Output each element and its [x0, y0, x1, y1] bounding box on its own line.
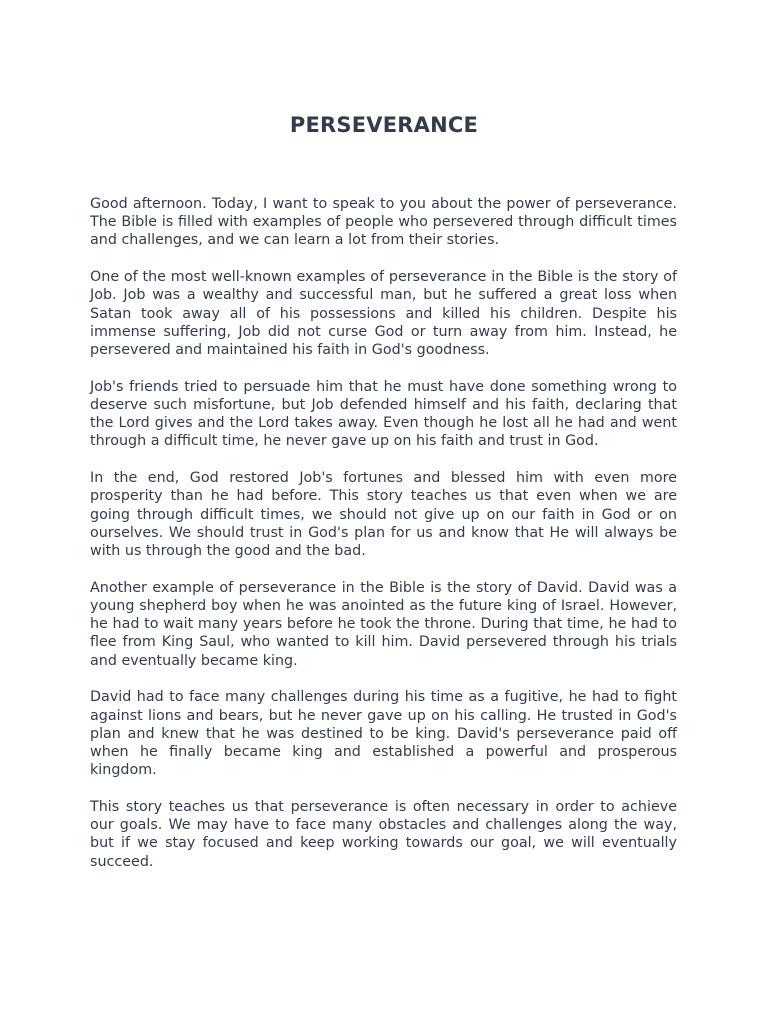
paragraph-6: David had to face many challenges during his time as a fugitive, he had to fight against lions and bears, but he never gave up on his calling. He trusted in God's plan and knew that he was destined to be king. David's perseverance paid off when he finally became king and established a powerful and prosperous kingdom. — [90, 689, 677, 779]
paragraph-3: Job's friends tried to persuade him that he must have done something wrong to deserve such misfortune, but Job defended himself and his faith, declaring that the Lord gives and the Lord takes away. Even though he lost all he had and went through a difficult time, he never gave up on his faith and trust in God. — [90, 378, 677, 450]
paragraph-5: Another example of perseverance in the Bible is the story of David. David was a young shepherd boy when he was anointed as the future king of Israel. However, he had to wait many years before he took the throne. During that time, he had to flee from King Saul, who wanted to kill him. David persevered through his trials and eventually became king. — [90, 579, 677, 669]
paragraph-1: Good afternoon. Today, I want to speak to you about the power of perseverance. The Bible is filled with examples of people who persevered through difficult times and challenges, and we can learn a lot from their stories. — [90, 196, 677, 249]
paragraph-4: In the end, God restored Job's fortunes and blessed him with even more prosperity than he had before. This story teaches us that even when we are going through difficult times, we should not give up on our faith in God or on ourselves. We should trust in God's plan for us and know that He will always be with us through the good and the bad. — [90, 470, 677, 560]
paragraph-2: One of the most well-known examples of perseverance in the Bible is the story of Job. Job was a wealthy and successful man, but he suffered a great loss when Satan took away all of his possessions and killed his children. Despite his immense suffering, Job did not curse God or turn away from him. Instead, he persevered and maintained his faith in God's goodness. — [90, 269, 677, 359]
document-title: PERSEVERANCE — [289, 113, 479, 137]
document-body — [90, 195, 677, 889]
paragraph-7: This story teaches us that perseverance is often necessary in order to achieve our goals. We may have to face many obstacles and challenges along the way, but if we stay focused and keep working towards our goal, we will eventually succeed. — [90, 799, 677, 870]
